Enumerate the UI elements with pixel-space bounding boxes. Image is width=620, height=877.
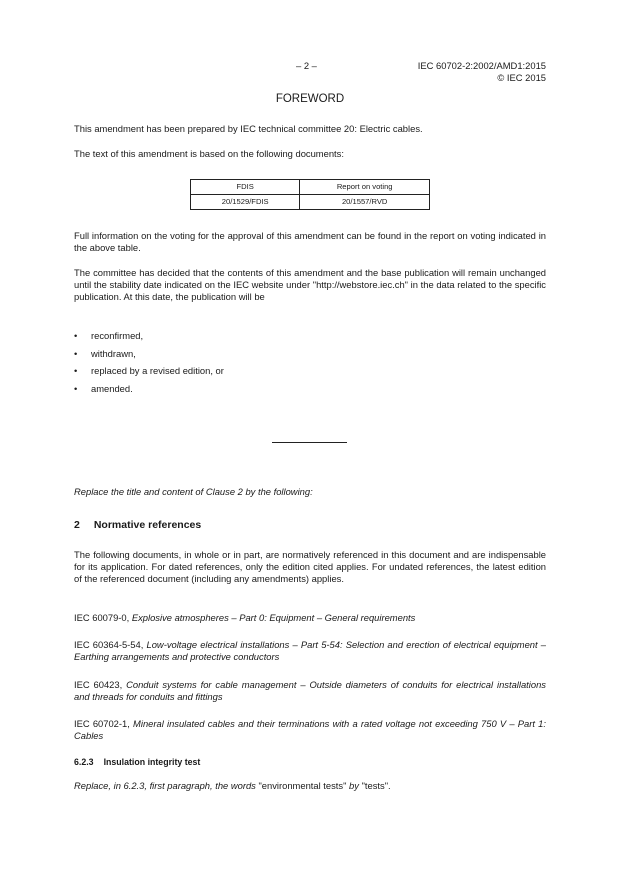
table-row	[191, 195, 430, 210]
table-cell: 20/1557/RVD	[300, 195, 430, 210]
paragraph: The following documents, in whole or in part, are normatively referenced in this document and are indispensable for its application. For dated references, only the edition cited applies. For undated references, the latest edition of the referenced document (including any amendments) applies.	[74, 549, 546, 585]
bullet-icon: •	[74, 365, 78, 376]
bullet-icon: •	[74, 330, 78, 341]
paragraph: Replace, in 6.2.3, first paragraph, the words "environmental tests" by "tests".	[74, 780, 391, 791]
doc-id: IEC 60702-2:2002/AMD1:2015	[417, 60, 546, 71]
paragraph: The text of this amendment is based on the following documents:	[74, 148, 344, 159]
reference: IEC 60702-1, Mineral insulated cables and their terminations with a rated voltage not exceeding 750 V – Part 1: Cables	[74, 718, 546, 742]
reference: IEC 60364-5-54, Low-voltage electrical installations – Part 5-54: Selection and erection of electrical equipment – Earthing arrangements and protective conductors	[74, 639, 546, 663]
bullet-icon: •	[74, 348, 78, 359]
copyright: © IEC 2015	[497, 72, 546, 84]
bullet-icon: •	[74, 383, 78, 394]
reference: IEC 60079-0, Explosive atmospheres – Part 0: Equipment – General requirements	[74, 612, 416, 623]
paragraph: Full information on the voting for the approval of this amendment can be found in the report on voting indicated in the above table.	[74, 230, 546, 254]
document-id	[418, 60, 546, 84]
divider	[272, 442, 347, 443]
table-header: Report on voting	[300, 180, 430, 195]
page-title: FOREWORD	[275, 93, 345, 105]
paragraph: The committee has decided that the contents of this amendment and the base publication will remain unchanged until the stability date indicated on the IEC website under "http://webstore.iec.ch" in the data related to the specific publication. At this date, the publication will be	[74, 267, 546, 303]
table-header-row	[191, 180, 430, 195]
section-heading: 2 Normative references	[74, 519, 202, 531]
paragraph: This amendment has been prepared by IEC technical committee 20: Electric cables.	[74, 123, 423, 134]
reference: IEC 60423, Conduit systems for cable management – Outside diameters of conduits for electrical installations and threads for conduits and fittings	[74, 679, 546, 703]
document-page: – 2 – IEC 60702-2:2002/AMD1:2015 © IEC 2015 FOREWORD This amendment has been prepared by IEC technical committee 20: Electric cables. The text of this amendment is based on the following documents: FDIS Report on voting 20/1529/FDIS 20/1557/RVD Full information on the voting for the approval of this amendment can be found in the report on voting indicated in the above table. The committee has decided that the contents of this amendment and the base publication will remain unchanged until the stability date indicated on the IEC website under "http://webstore.iec.ch" in the data related to the specific publication. At this date, the publication will be • reconfirmed, • withdrawn, • replaced by a revised edition, or • amended. Replace the title and content of Clause 2 by the following: 2 Normative references The following documents, in whole or in part, are normatively referenced in this document and are indispensable for its application. For dated references, only the edition cited applies. For undated references, the latest edition of the referenced document (including any amendments) applies. IEC 60079-0, Explosive atmospheres – Part 0: Equipment – General requirements IEC 60364-5-54, Low-voltage electrical installations – Part 5-54: Selection and erection of electrical equipment – Earthing arrangements and protective conductors IEC 60423, Conduit systems for cable management – Outside diameters of conduits for electrical installations and threads for conduits and fittings IEC 60702-1, Mineral insulated cables and their terminations with a rated voltage not exceeding 750 V – Part 1: Cables 6.2.3 Insulation integrity test Replace, in 6.2.3, first paragraph, the words "environmental tests" by "tests".	[0, 0, 620, 877]
documents-table	[190, 179, 430, 210]
page-number: – 2 –	[296, 60, 317, 71]
subsection-heading: 6.2.3 Insulation integrity test	[74, 757, 201, 767]
instruction: Replace the title and content of Clause 2 by the following:	[74, 486, 313, 497]
table-header: FDIS	[191, 180, 300, 195]
table-cell: 20/1529/FDIS	[191, 195, 300, 210]
